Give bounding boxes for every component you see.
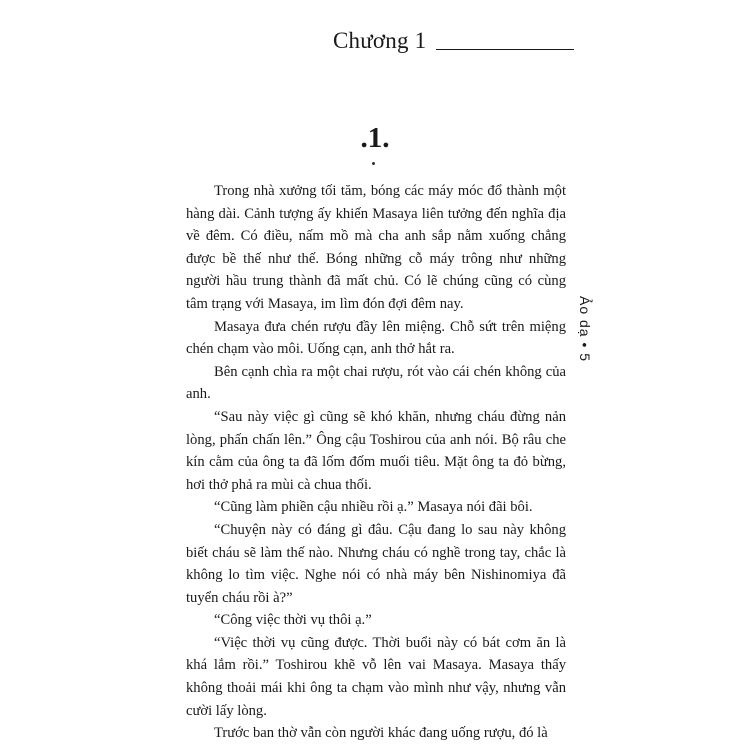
paragraph: “Việc thời vụ cũng được. Thời buổi này có bát cơm ăn là khá lắm rồi.” Toshirou khẽ vỗ lên vai Masaya. Masaya thấy không thoải mái khi ông ta chạm vào mình như vậy, nhưng vẫn cười lấy lòng. — [186, 634, 566, 719]
paragraph: “Sau này việc gì cũng sẽ khó khăn, nhưng cháu đừng nản lòng, phấn chấn lên.” Ông cậu Toshirou của anh nói. Bộ râu che kín cằm của ông ta đã lốm đốm muối tiêu. Mặt ông ta đỏ bừng, hơi thở phả ra mùi cà chua thối. — [186, 408, 566, 493]
body-text — [186, 180, 566, 745]
paragraph: Trước ban thờ vẫn còn người khác đang uống rượu, đó là — [214, 725, 548, 742]
section-ornament-dot — [372, 162, 375, 165]
paragraph: “Cũng làm phiền cậu nhiều rồi ạ.” Masaya nói đãi bôi. — [214, 499, 533, 516]
paragraph: “Chuyện này có đáng gì đâu. Cậu đang lo sau này không biết cháu sẽ làm thế nào. Nhưng cháu có nghề trong tay, chắc là không lo tìm việc. Nghe nói có nhà máy bên Nishinomiya đã tuyển cháu rồi à?” — [186, 521, 566, 606]
chapter-header — [333, 26, 574, 56]
paragraph: “Công việc thời vụ thôi ạ.” — [214, 612, 372, 629]
paragraph: Masaya đưa chén rượu đầy lên miệng. Chỗ sứt trên miệng chén chạm vào môi. Uống cạn, anh thở hắt ra. — [186, 318, 566, 358]
chapter-title-rule — [436, 49, 574, 50]
paragraph: Trong nhà xưởng tối tăm, bóng các máy móc đổ thành một hàng dài. Cảnh tượng ấy khiến Masaya liên tưởng đến nghĩa địa về đêm. Có điều, nấm mồ mà cha anh sắp nằm xuống chẳng được bề thế như thế. Bóng những cỗ máy trông như những người hầu trung thành đã mất chủ. Có lẽ chúng cũng có cùng tâm trạng với Masaya, im lìm đón đợi đêm nay. — [186, 183, 566, 312]
paragraph: Bên cạnh chìa ra một chai rượu, rót vào cái chén không của anh. — [186, 363, 566, 403]
section-number: .1. — [360, 122, 390, 154]
chapter-title: Chương 1 — [333, 28, 427, 53]
running-footer-page-number: Ảo dạ • 5 — [577, 296, 593, 363]
